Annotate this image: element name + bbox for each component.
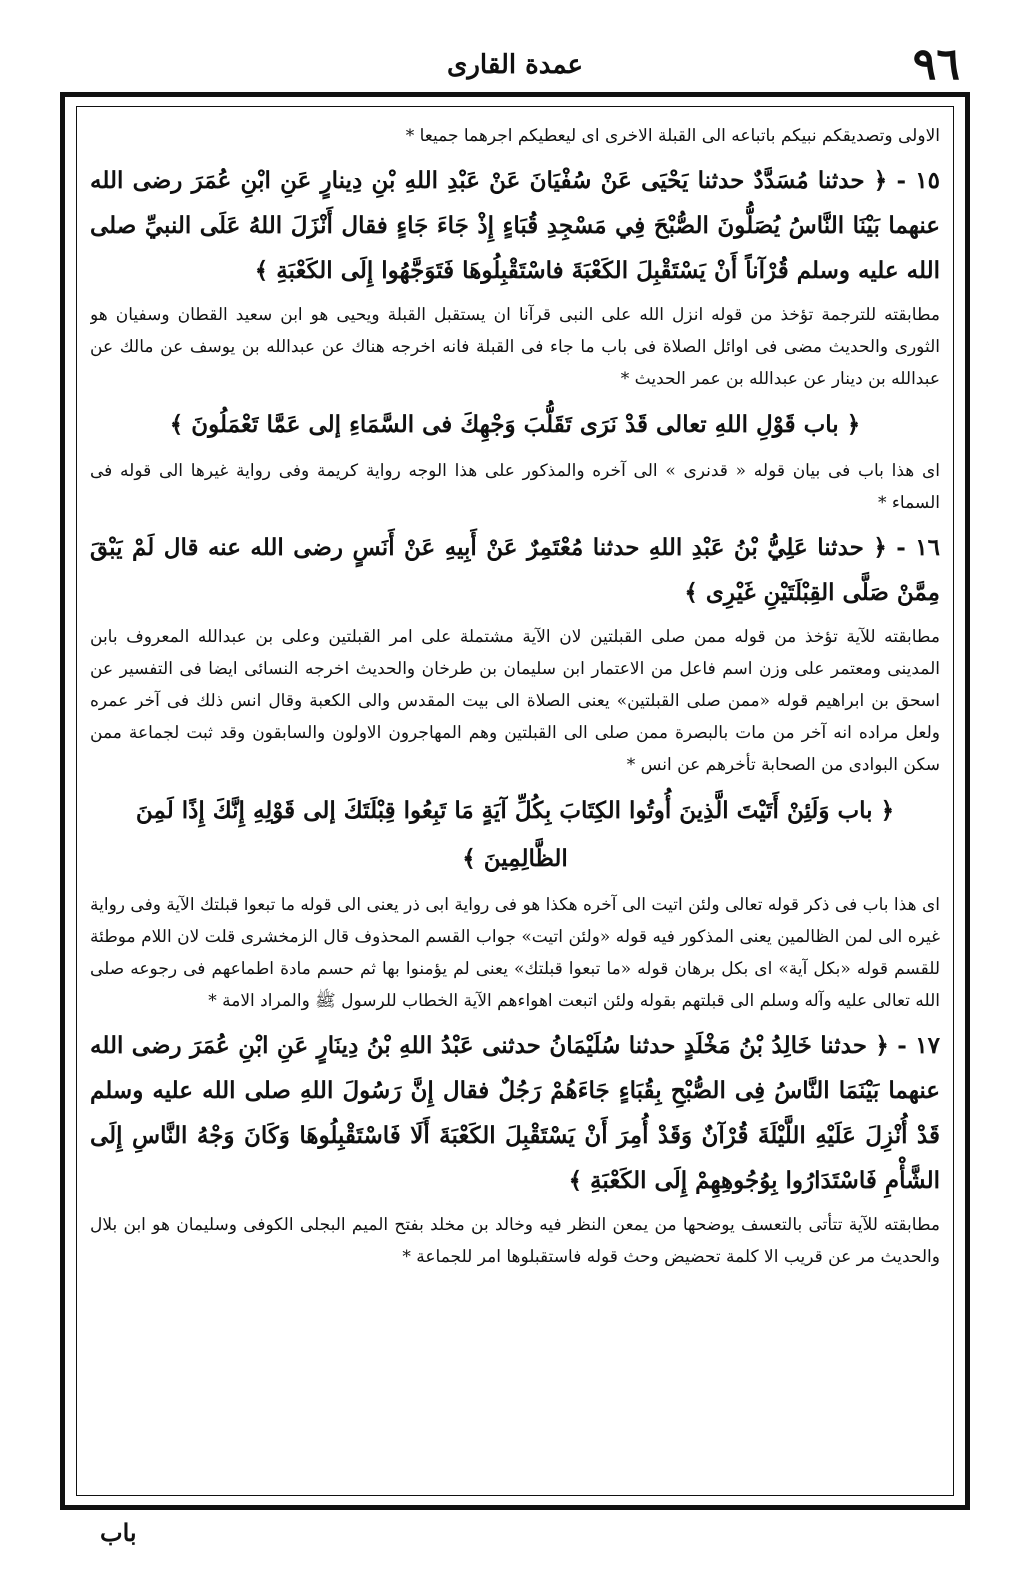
hadith-17: ١٧ - ﴿ حدثنا خَالِدُ بْنُ مَخْلَدٍ حدثنا سُلَيْمَانُ حدثنى عَبْدُ اللهِ بْنُ دِينَارٍ عَنِ ابْنِ عُمَرَ رضى الله عنهما بَيْنَمَا النَّاسُ فِى الصُّبْحِ بِقُبَاءٍ جَاءَهُمْ رَجُلٌ فقال إِنَّ رَسُولَ اللهِ صلى الله عليه وسلم قَدْ أُنْزِلَ عَلَيْهِ اللَّيْلَةَ قُرْآنٌ وَقَدْ أُمِرَ أَنْ يَسْتَقْبِلَ الكَعْبَةَ أَلَا فَاسْتَقْبِلُوهَا وَكَانَ وَجْهُ النَّاسِ إِلَى الشَّأْمِ فَاسْتَدَارُوا بِوُجُوهِهِمْ إِلَى الكَعْبَةِ ﴾ xyxy=(90,1032,940,1194)
commentary-17: مطابقته للآية تتأتى بالتعسف يوضحها من يمعن النظر فيه وخالد بن مخلد بفتح الميم البجلى الكوفى وسليمان هو ابن بلال والحديث مر عن قريب الا كلمة تحضيض وحث قوله فاستقبلوها امر للجماعة * xyxy=(90,1215,940,1267)
catchword: باب xyxy=(100,1518,137,1547)
chapter-note-qad-nara: اى هذا باب فى بيان قوله « قدنرى » الى آخره والمذكور على هذا الوجه رواية كريمة وفى رواية غيرها الى قوله فى السماء * xyxy=(90,461,940,513)
hadith-15: ١٥ - ﴿ حدثنا مُسَدَّدٌ حدثنا يَحْيَى عَنْ سُفْيَانَ عَنْ عَبْدِ اللهِ بْنِ دِينارٍ عَنِ ابْنِ عُمَرَ رضى الله عنهما بَيْنَا النَّاسُ يُصَلُّونَ الصُّبْحَ فِي مَسْجِدِ قُبَاءٍ إِذْ جَاءَ جَاءٍ فقال أَنْزَلَ اللهُ عَلَى النبيِّ صلى الله عليه وسلم قُرْآناً أَنْ يَسْتَقْبِلَ الكَعْبَةَ فاسْتَقْبِلُوهَا فَتَوَجَّهُوا إِلَى الكَعْبَةِ ﴾ xyxy=(90,167,940,284)
hadith-16: ١٦ - ﴿ حدثنا عَلِيُّ بْنُ عَبْدِ اللهِ حدثنا مُعْتَمِرٌ عَنْ أَبِيهِ عَنْ أَنَسٍ رضى الله عنه قال لَمْ يَبْقَ مِمَّنْ صَلَّى القِبْلَتَيْنِ غَيْرِى ﴾ xyxy=(90,534,940,606)
commentary-16: مطابقته للآية تؤخذ من قوله ممن صلى القبلتين لان الآية مشتملة على امر القبلتين وعلى بن عبدالله المعروف بابن المدينى ومعتمر على وزن اسم فاعل من الاعتمار ابن سليمان بن طرخان والحديث اخرجه النسائى ايضا فى التفسير عن اسحق بن ابراهيم قوله «ممن صلى القبلتين» يعنى الصلاة الى بيت المقدس والى الكعبة وقال انس ذلك فى آخر عمره ولعل مراده انه آخر من مات بالبصرة ممن صلى الى القبلتين وهم المهاجرون الاولون والسابقون وقد ثبت لجماعة ممن سكن البوادى من الصحابة تأخرهم عن انس * xyxy=(90,627,940,775)
chapter-heading-wa-lain-atayta: ﴿ باب وَلَئِنْ أَتَيْتَ الَّذِينَ أُوتُوا الكِتَابَ بِكُلِّ آيَةٍ مَا تَبِعُوا قِبْلَتَكَ إلى قَوْلِهِ إِنَّكَ إِذًا لَمِنَ الظَّالِمِينَ ﴾ xyxy=(135,797,895,872)
running-title: عمدة القارى xyxy=(447,50,583,80)
chapter-heading-qad-nara: ﴿ باب قَوْلِ اللهِ تعالى قَدْ نَرَى تَقَلُّبَ وَجْهِكَ فى السَّمَاءِ إلى عَمَّا تَعْمَلُونَ ﴾ xyxy=(169,411,861,438)
page-header xyxy=(70,40,960,90)
chapter-note-wa-lain-atayta: اى هذا باب فى ذكر قوله تعالى ولئن اتيت الى آخره هكذا هو فى رواية ابى ذر يعنى الى قوله ما تبعوا قبلتك الآية وفى رواية غيره الى لمن الظالمين يعنى المذكور فيه قوله «ولئن اتيت» جواب القسم المحذوف قال الزمخشرى قلت لان اللام موطئة للقسم قوله «بكل آية» اى بكل برهان قوله «ما تبعوا قبلتك» يعنى لم يؤمنوا بها ثم حسم مادة اطماعهم فى رجوعه صلى الله تعالى عليه وآله وسلم الى قبلتهم بقوله ولئن اتبعت اهواءهم الآية الخطاب للرسول ﷺ والمراد الامة * xyxy=(90,895,940,1011)
page-body xyxy=(90,120,940,1490)
commentary-15: مطابقته للترجمة تؤخذ من قوله انزل الله على النبى قرآنا ان يستقبل القبلة ويحيى هو ابن سعيد القطان وسفيان هو الثورى والحديث مضى فى اوائل الصلاة فى باب ما جاء فى القبلة فانه اخرجه هناك عن عبدالله بن يوسف عن مالك عن عبدالله بن دينار عن عبدالله بن عمر الحديث * xyxy=(90,305,940,389)
paragraph-intro-continuation: الاولى وتصديقكم نبيكم باتباعه الى القبلة الاخرى اى ليعطيكم اجرهما جميعا * xyxy=(405,126,940,146)
page-number: ٩٦ xyxy=(912,39,960,90)
